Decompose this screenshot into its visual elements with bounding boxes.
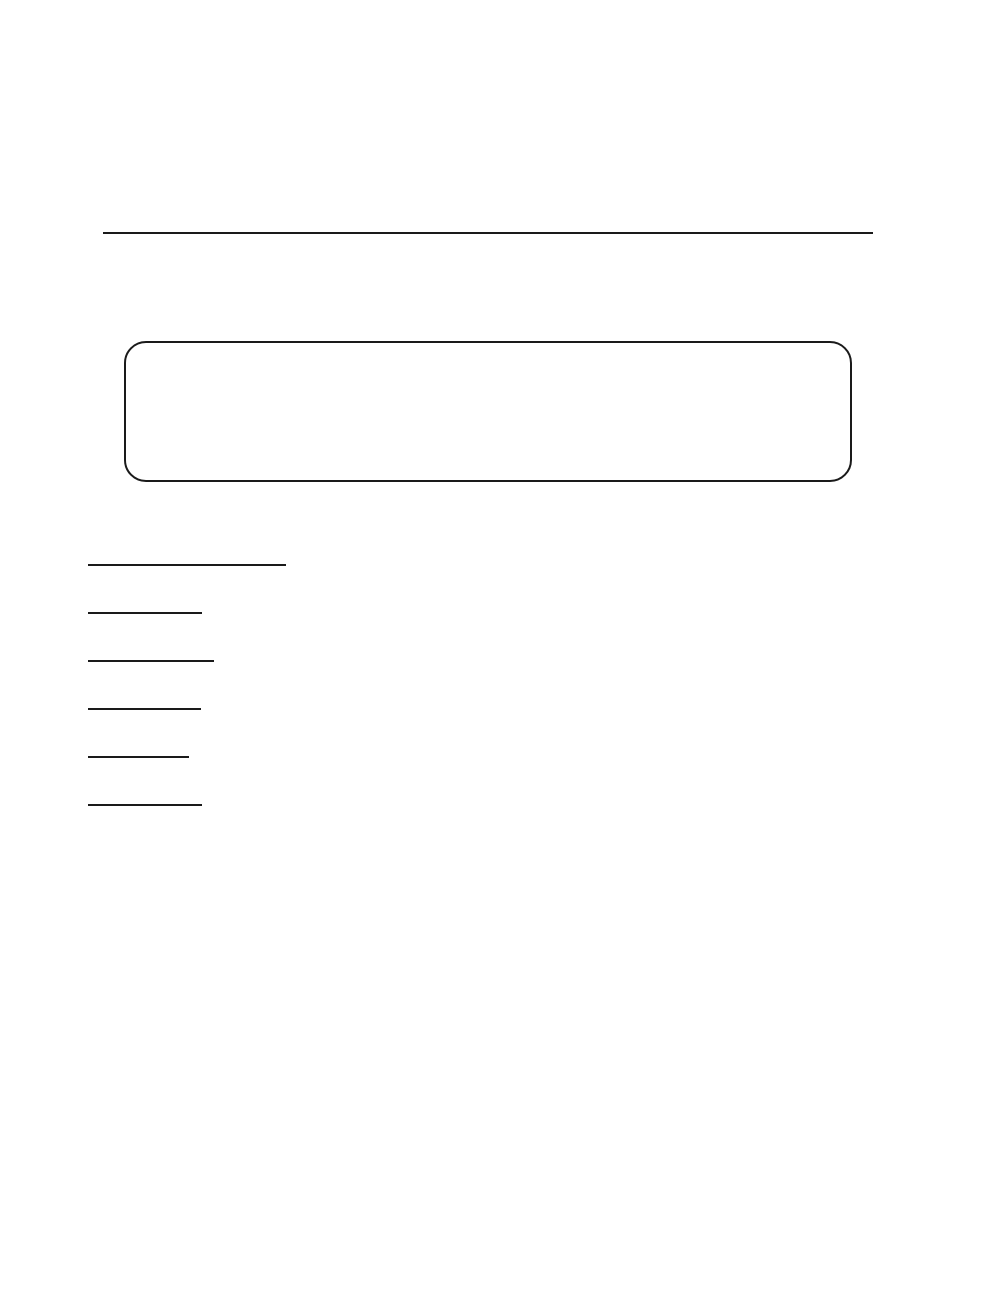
word-box bbox=[124, 341, 852, 482]
statement-item bbox=[75, 690, 201, 715]
liveworksheets-logo-icon bbox=[697, 1257, 716, 1286]
answer-blank[interactable] bbox=[88, 546, 286, 566]
liveworksheets-logo[interactable] bbox=[697, 1254, 720, 1288]
reorder-item bbox=[73, 111, 80, 135]
answer-blank[interactable] bbox=[88, 786, 202, 806]
answer-blank[interactable] bbox=[88, 594, 202, 614]
answer-blank[interactable] bbox=[88, 642, 214, 662]
statement-item bbox=[75, 786, 202, 811]
answer-blank[interactable] bbox=[88, 690, 201, 710]
statement-item bbox=[75, 642, 214, 667]
answer-blank[interactable] bbox=[88, 738, 189, 758]
statement-item bbox=[75, 738, 189, 763]
reorder-answer-line[interactable] bbox=[103, 232, 873, 234]
statement-item bbox=[75, 546, 286, 571]
statement-item bbox=[75, 594, 202, 619]
